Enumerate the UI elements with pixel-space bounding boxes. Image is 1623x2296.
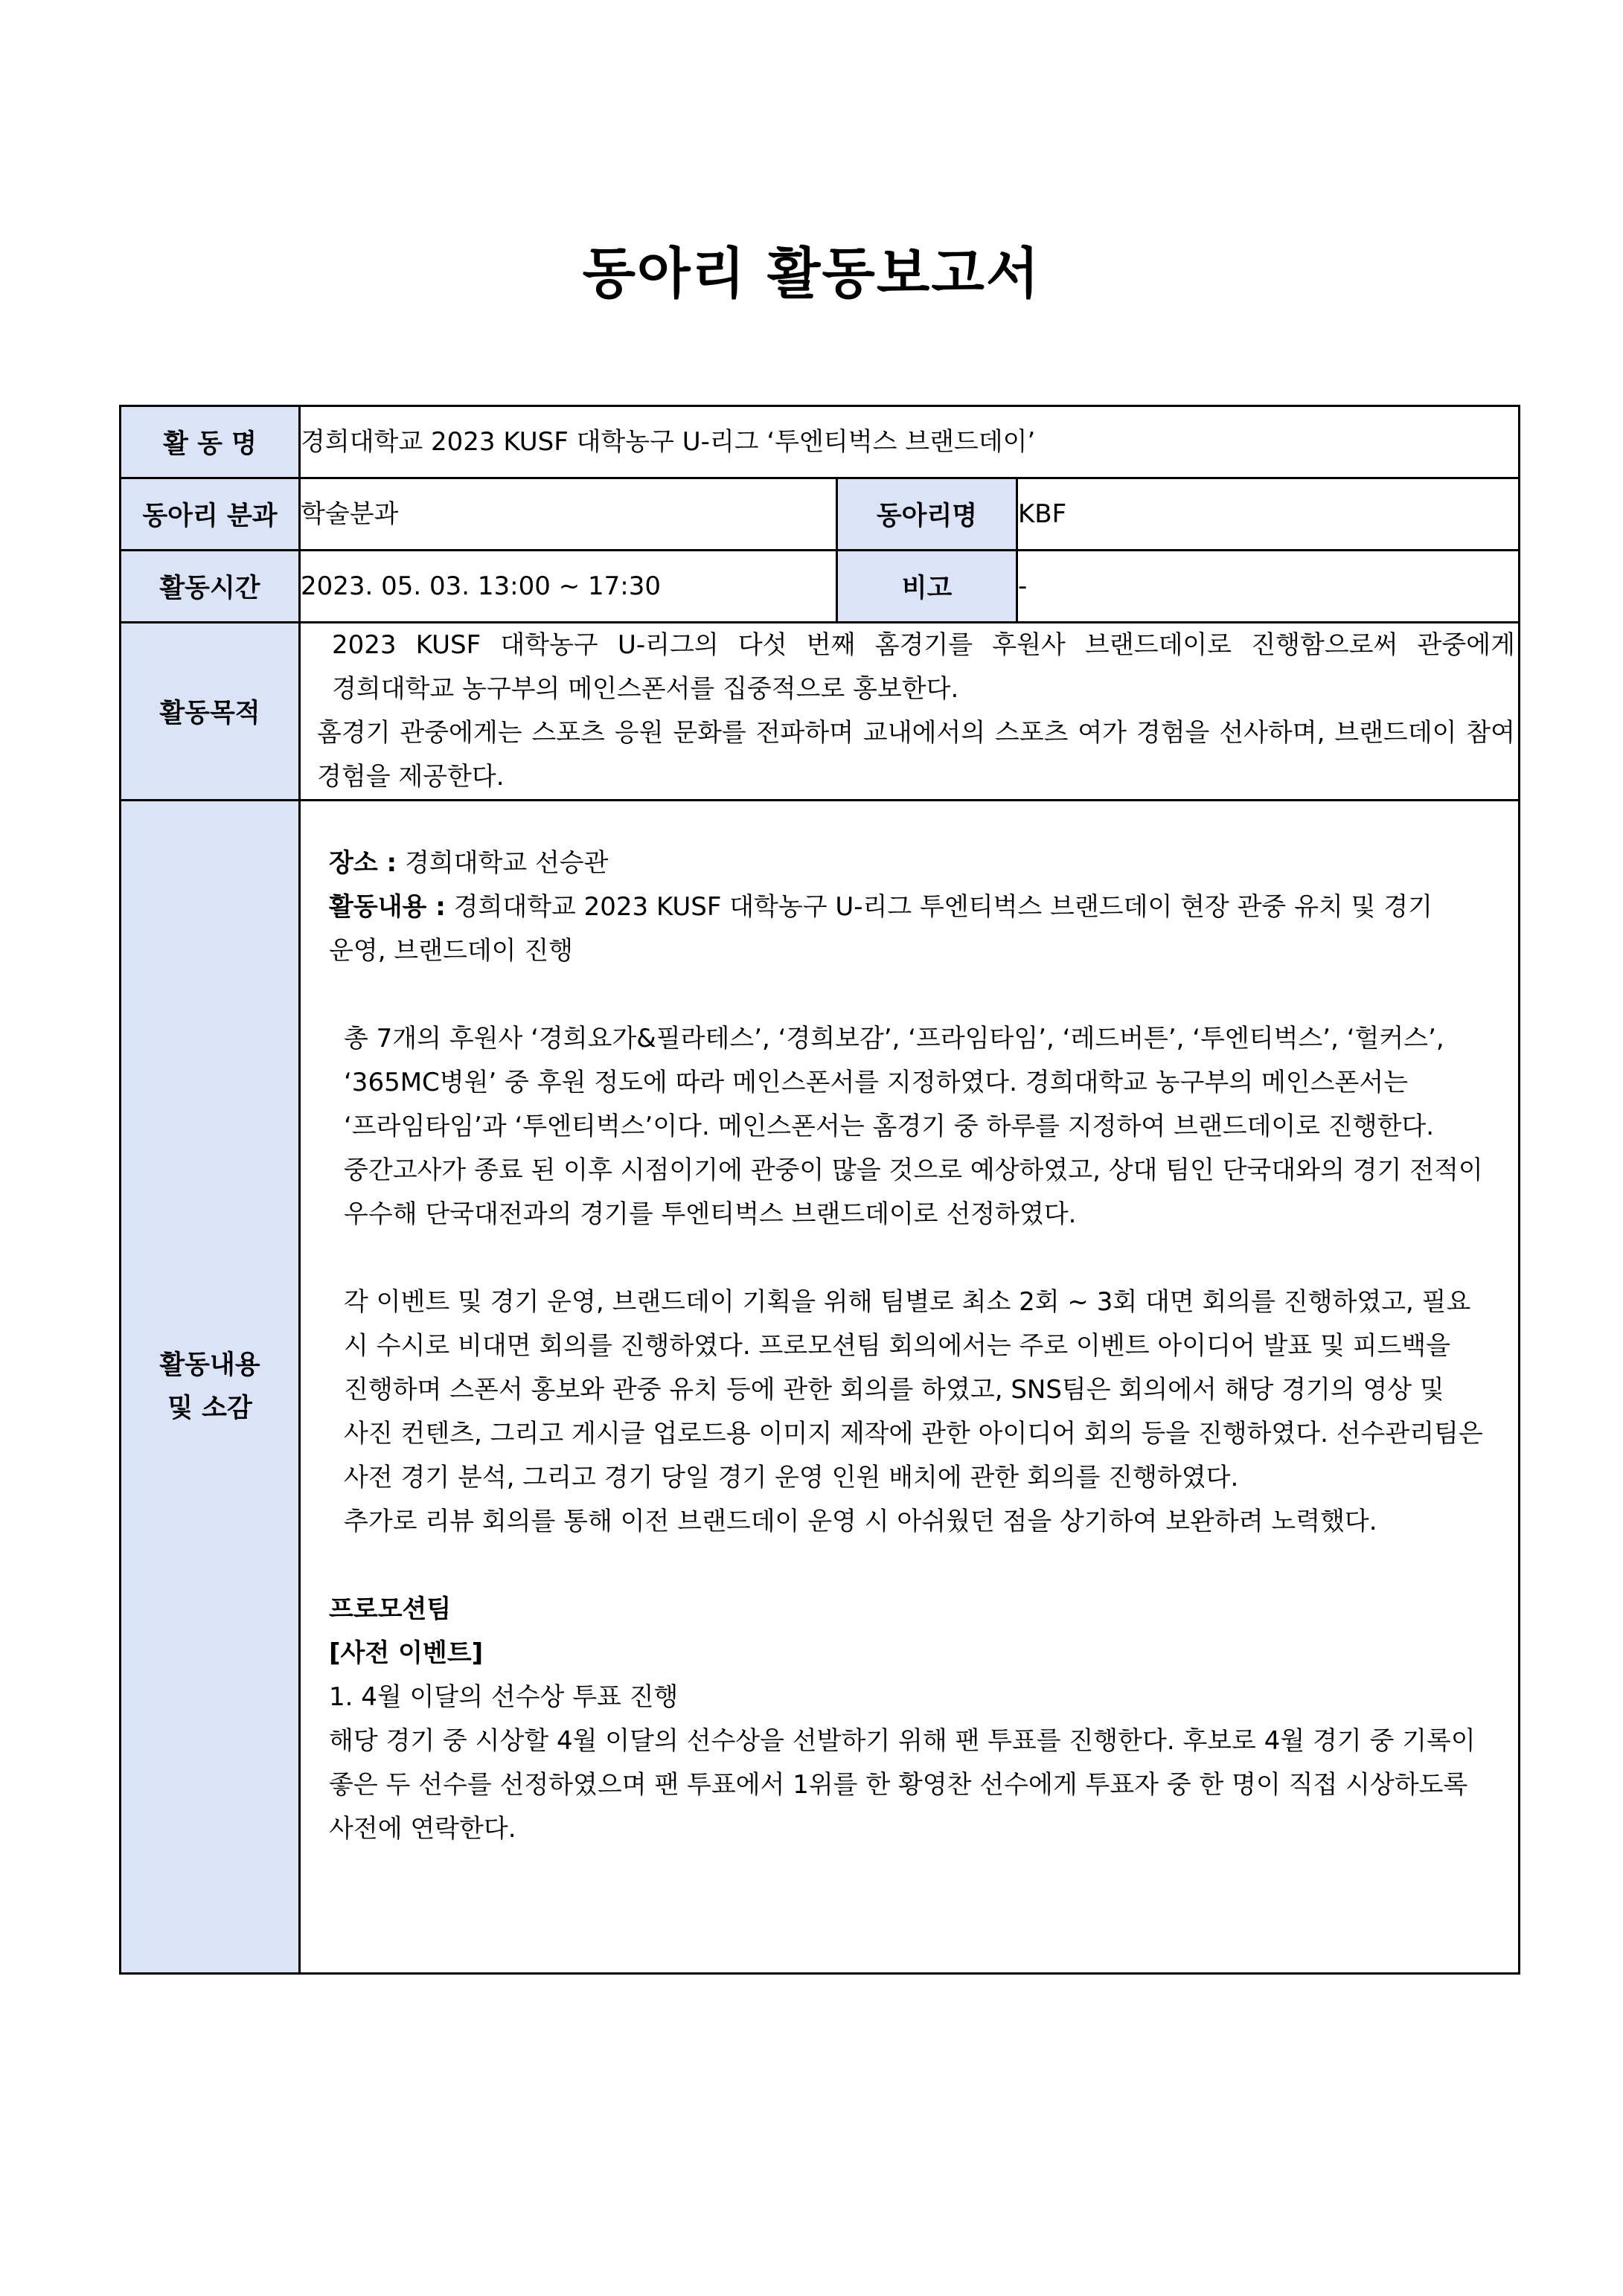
club-name-value: KBF — [1018, 499, 1067, 529]
pre-event-heading: [사전 이벤트] — [329, 1638, 484, 1668]
activity-detail-line — [329, 885, 1485, 973]
spacer — [329, 1237, 1485, 1280]
club-name-label: 동아리명 — [837, 478, 1017, 551]
purpose-paragraph: 2023 KUSF 대학농구 U-리그의 다섯 번째 홈경기를 후원사 브랜드데이로 진행함으로써 관중에게 경희대학교 농구부의 메인스폰서를 집중적으로 홍보한다. — [332, 630, 1515, 704]
activity-time-label: 활동시간 — [121, 551, 300, 623]
activity-time-value: 2023. 05. 03. 13:00 ~ 17:30 — [301, 571, 661, 601]
activity-detail-value: 경희대학교 2023 KUSF 대학농구 U-리그 투엔티벅스 브랜드데이 현장 관중 유치 및 경기 운영, 브랜드데이 진행 — [329, 892, 1432, 966]
purpose-paragraph: 홈경기 관중에게는 스포츠 응원 문화를 전파하며 교내에서의 스포츠 여가 경험을 선사하며, 브랜드데이 참여 경험을 제공한다. — [317, 718, 1515, 792]
activity-name-row — [121, 406, 1520, 478]
club-info-row — [121, 478, 1520, 551]
activity-name-value: 경희대학교 2023 KUSF 대학농구 U-리그 ‘투엔티벅스 브랜드데이’ — [301, 427, 1036, 457]
content-label-line: 및 소감 — [167, 1394, 252, 1423]
content-row — [121, 801, 1520, 1974]
activity-name-label: 활 동 명 — [121, 406, 300, 478]
purpose-text — [301, 623, 1518, 799]
club-division-label: 동아리 분과 — [121, 478, 300, 551]
club-division-value: 학술분과 — [301, 499, 399, 529]
spacer — [329, 973, 1485, 1017]
content-body — [301, 801, 1518, 1896]
spacer — [329, 1544, 1485, 1588]
place-line — [329, 841, 1485, 885]
place-value: 경희대학교 선승관 — [404, 848, 609, 878]
item1-title: 1. 4월 이달의 선수상 투표 진행 — [329, 1682, 679, 1712]
meeting-paragraph: 각 이벤트 및 경기 운영, 브랜드데이 기획을 위해 팀별로 최소 2회 ~ 3회 대면 회의를 진행하였고, 필요 시 수시로 비대면 회의를 진행하였다. 프로모션팀 회의에서는 주로 이벤트 아이디어 발표 및 피드백을 진행하며 스폰서 홍보와 관중 유치 등에 관한 회의를 하였고, SNS팀은 회의에서 해당 경기의 영상 및 사진 컨텐츠, 그리고 게시글 업로드용 이미지 제작에 관한 아이디어 회의 등을 진행하였다. 선수관리팀은 사전 경기 분석, 그리고 경기 당일 경기 운영 인원 배치에 관한 회의를 진행하였다. — [344, 1287, 1483, 1492]
activity-report-table — [119, 405, 1520, 1975]
purpose-row — [121, 623, 1520, 801]
remarks-value: - — [1018, 571, 1028, 601]
place-label: 장소 : — [329, 848, 397, 878]
remarks-label: 비고 — [837, 551, 1017, 623]
page-title: 동아리 활동보고서 — [582, 242, 1041, 306]
activity-time-row — [121, 551, 1520, 623]
item1-body: 해당 경기 중 시상할 4월 이달의 선수상을 선발하기 위해 팬 투표를 진행한다. 후보로 4월 경기 중 기록이 좋은 두 선수를 선정하였으며 팬 투표에서 1위를 한 황영찬 선수에게 투표자 중 한 명이 직접 시상하도록 사전에 연락한다. — [329, 1726, 1476, 1844]
activity-detail-label: 활동내용 : — [329, 892, 446, 922]
purpose-label: 활동목적 — [121, 623, 300, 801]
review-paragraph: 추가로 리뷰 회의를 통해 이전 브랜드데이 운영 시 아쉬웠던 점을 상기하여 보완하려 노력했다. — [344, 1507, 1377, 1536]
sponsor-paragraph: 총 7개의 후원사 ‘경희요가&필라테스’, ‘경희보감’, ‘프라임타임’, ‘레드버튼’, ‘투엔티벅스’, ‘헐커스’, ‘365MC병원’ 중 후원 정도에 따라 메인스폰서를 지정하였다. 경희대학교 농구부의 메인스폰서는 ‘프라임타임’과 ‘투엔티벅스’이다. 메인스폰서는 홈경기 중 하루를 지정하여 브랜드데이로 진행한다. 중간고사가 종료 된 이후 시점이기에 관중이 많을 것으로 예상하였고, 상대 팀인 단국대와의 경기 전적이 우수해 단국대전과의 경기를 투엔티벅스 브랜드데이로 선정하였다. — [344, 1024, 1483, 1229]
content-label-line: 활동내용 — [159, 1350, 260, 1380]
promo-team-heading: 프로모션팀 — [329, 1594, 452, 1624]
